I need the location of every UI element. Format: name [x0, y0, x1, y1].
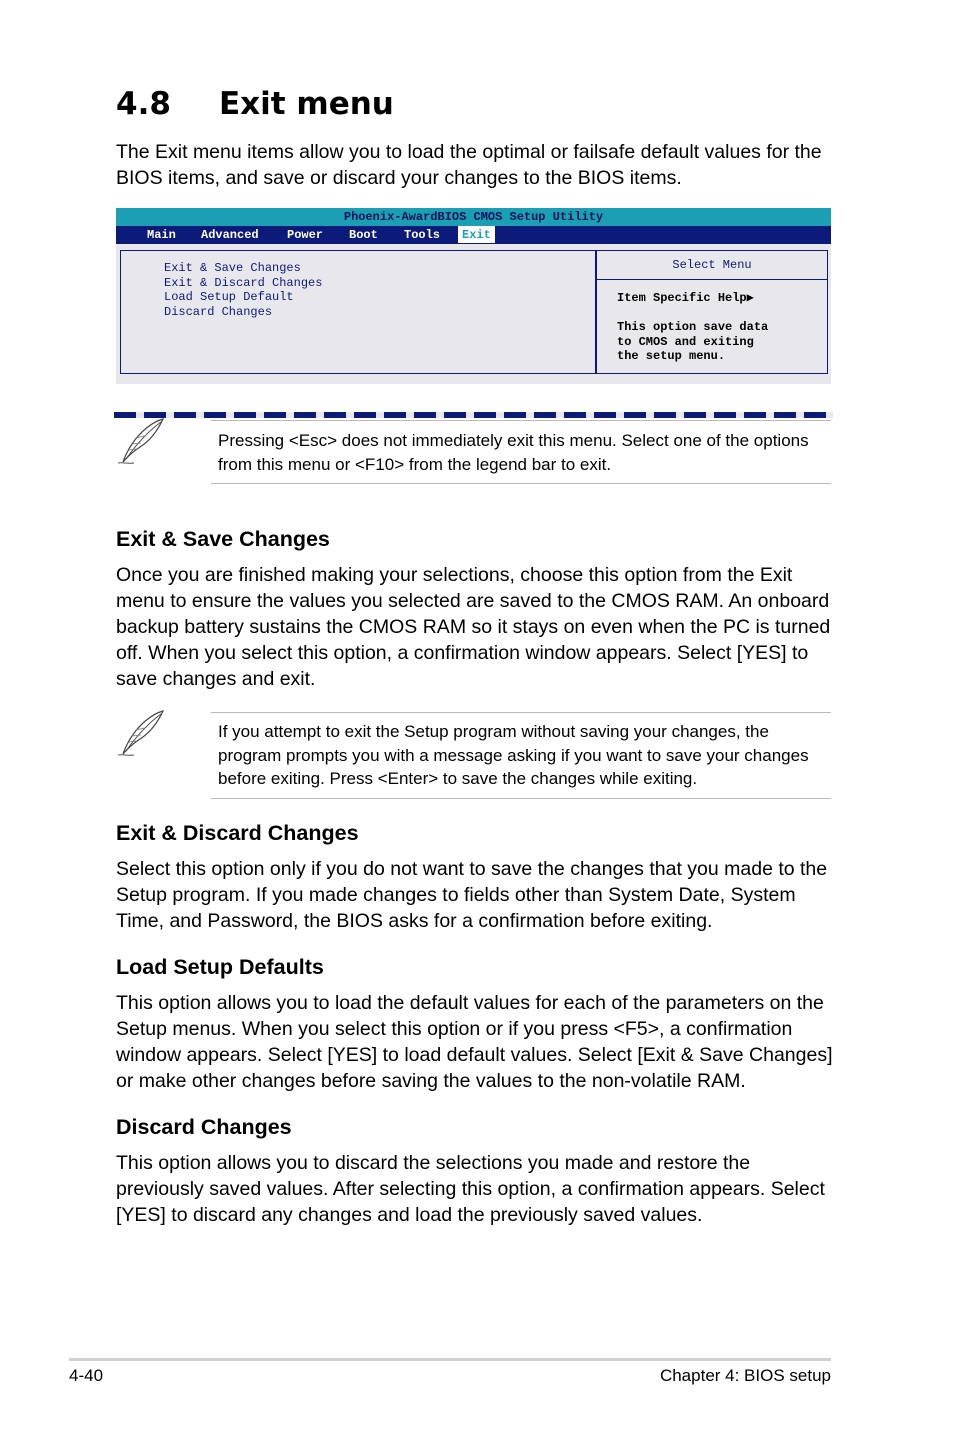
section-number: 4.8 — [116, 86, 171, 122]
bios-menu-main[interactable]: Main — [147, 228, 176, 242]
note-text: If you attempt to exit the Setup program without saving your changes, the program prompts you with a message asking if you want to save your changes before exiting. Press <Enter> to save the changes while exiting. — [218, 722, 809, 788]
bios-help-line: This option save data — [617, 320, 769, 334]
paragraph-load-setup-defaults: This option allows you to load the default values for each of the parameters on the Setup menus. When you select this option or if you press <F5>, a confirmation window appears. Select [YES] to load default values. Select [Exit & Save Changes] or make other changes before saving the values to the non-volatile RAM. — [116, 992, 833, 1092]
intro-paragraph: The Exit menu items allow you to load the optimal or failsafe default values for the BIOS items, and save or discard your changes to the BIOS items. — [116, 141, 822, 189]
heading-load-setup-defaults: Load Setup Defaults — [116, 955, 324, 979]
bios-body — [116, 244, 831, 384]
bios-title-bar: Phoenix-AwardBIOS CMOS Setup Utility — [116, 208, 831, 226]
bios-item-discard[interactable]: Discard Changes — [164, 304, 273, 319]
bios-menu-bar — [116, 226, 831, 244]
bios-help-header: Select Menu — [597, 251, 827, 280]
bios-help-text — [617, 291, 768, 364]
heading-exit-save-changes: Exit & Save Changes — [116, 527, 330, 551]
bios-menu-boot[interactable]: Boot — [349, 228, 378, 242]
bios-item-load-default[interactable]: Load Setup Default — [164, 290, 294, 304]
page-title — [116, 86, 394, 122]
note-top-rule — [211, 420, 831, 421]
chapter-label: Chapter 4: BIOS setup — [659, 1366, 831, 1385]
bios-item-exit-save[interactable]: Exit & Save Changes — [164, 261, 301, 275]
heading-discard-changes: Discard Changes — [116, 1115, 292, 1139]
bios-menu-power[interactable]: Power — [287, 228, 324, 242]
quill-pen-icon — [114, 708, 166, 758]
heading-exit-discard-changes: Exit & Discard Changes — [116, 821, 359, 845]
bios-help-line: to CMOS and exiting — [617, 334, 754, 349]
bios-help-line: the setup menu. — [617, 349, 726, 363]
paragraph-discard-changes: This option allows you to discard the selections you made and restore the previously saved values. After selecting this option, a confirmation appears. Select [YES] to discard any changes and load the previously saved values. — [116, 1152, 825, 1226]
paragraph-exit-save-changes: Once you are finished making your selections, choose this option from the Exit menu to ensure the values you selected are saved to the CMOS RAM. An onboard backup battery sustains the CMOS RAM so it stays on even when the PC is turned off. When you select this option, a confirmation window appears. Select [YES] to save changes and exit. — [116, 564, 831, 690]
bios-help-panel — [596, 250, 828, 374]
bios-screenshot — [116, 208, 831, 382]
bios-item-list — [164, 261, 322, 319]
bios-menu-advanced[interactable]: Advanced — [201, 228, 259, 242]
arrow-right-icon: ▶ — [746, 291, 754, 305]
bios-menu-exit[interactable]: Exit — [458, 226, 495, 243]
note-top-rule — [211, 712, 831, 713]
bios-item-exit-discard[interactable]: Exit & Discard Changes — [164, 275, 323, 290]
bios-dashed-border — [114, 412, 833, 418]
note-bottom-rule — [211, 798, 831, 799]
bios-help-title: Item Specific Help — [617, 291, 747, 305]
bios-menu-tools[interactable]: Tools — [404, 228, 441, 242]
bios-help-title-line — [617, 291, 768, 306]
quill-pen-icon — [114, 416, 166, 466]
section-title: Exit menu — [219, 86, 394, 122]
footer-rule — [69, 1358, 831, 1361]
paragraph-exit-discard-changes: Select this option only if you do not want to save the changes that you made to the Setup program. If you made changes to fields other than System Date, System Time, and Password, the BIOS asks for a confirmation before exiting. — [116, 858, 828, 932]
bios-item-panel — [120, 250, 596, 374]
page-number: 4-40 — [69, 1366, 104, 1385]
note-bottom-rule — [211, 483, 831, 484]
note-text: Pressing <Esc> does not immediately exit this menu. Select one of the options from this menu or <F10> from the legend bar to exit. — [218, 431, 809, 474]
